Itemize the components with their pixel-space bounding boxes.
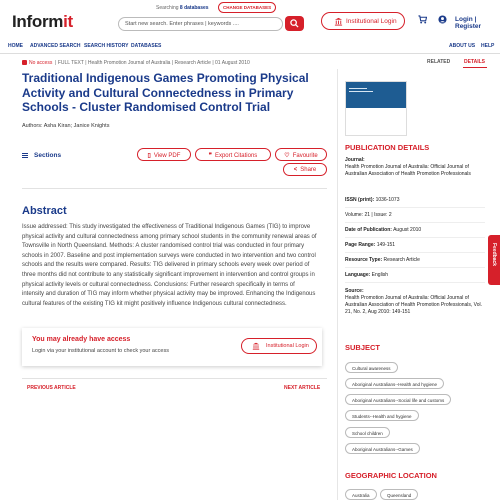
tab-details[interactable]: DETAILS	[464, 59, 486, 65]
divider	[22, 188, 327, 189]
list-icon	[22, 152, 28, 159]
divider	[345, 222, 485, 223]
issn-field: ISSN (print): 1036-1073	[345, 197, 400, 203]
location-tag[interactable]: Queensland	[380, 489, 418, 500]
nav-home[interactable]: HOME	[8, 43, 23, 49]
access-subtitle: Login via your institutional account to check your access	[32, 348, 169, 354]
institution-icon	[334, 17, 343, 26]
nav-about-us[interactable]: ABOUT US	[449, 43, 476, 49]
divider	[22, 378, 327, 379]
article-title: Traditional Indigenous Games Promoting Physical Activity and Cultural Connectedness in Primary Schools - Cluster Randomised Control Trial	[22, 71, 309, 114]
view-pdf-button[interactable]: ▯ View PDF	[137, 148, 191, 161]
abstract-heading: Abstract	[22, 205, 67, 217]
heart-icon: ♡	[284, 153, 290, 159]
language-field: Language: English	[345, 272, 389, 278]
nav-databases[interactable]: DATABASES	[131, 43, 162, 49]
access-title: You may already have access	[32, 336, 131, 343]
subject-heading: SUBJECT	[345, 343, 381, 352]
next-article-link[interactable]: NEXT ARTICLE	[284, 385, 321, 391]
change-databases-button[interactable]: CHANGE DATABASES	[218, 2, 276, 13]
abstract-text: Issue addressed: This study investigated the effectiveness of Traditional Indigenous Games (TIG) to improve physical activity and cultural connectedness among primary school students in the community renewal areas of Townsville in North Queensland. Methods: A cluster randomised control trial was conducted in four primary schools in 2007. Baseline and post implementation surveys were conducted in two intervention and two control schools and the results were compared. Results: TIG delivered in primary schools every week over period of three months did not contribute to any statistically significant improvement in intervention and control groups in physical activity levels or cultural connectedness. Conclusions: Further research specifically in terms of intensity and duration of TIG may inform whether physical activity may be improved. Enhancing the Indigenous cultural features of the existing TIG kit might positively influence Indigenous cultural connectedness.	[22, 224, 317, 307]
breadcrumb	[22, 60, 250, 66]
breadcrumb-path: | FULL TEXT | Health Promotion Journal of Australia | Research Article | 01 August 2010	[55, 60, 250, 66]
divider	[345, 237, 485, 238]
search-button[interactable]	[285, 16, 304, 31]
divider	[345, 267, 485, 268]
resource-type-field: Resource Type: Research Article	[345, 257, 420, 263]
share-button[interactable]: < Share	[283, 163, 327, 176]
feedback-tab[interactable]	[488, 235, 500, 285]
favourite-button[interactable]: ♡ Favourite	[275, 148, 327, 161]
previous-article-link[interactable]: PREVIOUS ARTICLE	[27, 385, 76, 391]
divider	[345, 207, 485, 208]
informit-logo[interactable]: Informit	[12, 12, 73, 31]
subject-tag[interactable]: Aboriginal Australians--Social life and customs	[345, 394, 451, 405]
journal-cover-image	[345, 81, 407, 136]
volume-field: Volume: 21 | Issue: 2	[345, 212, 392, 218]
institutional-login-button[interactable]	[321, 12, 405, 30]
pdf-icon: ▯	[147, 153, 151, 159]
search-icon	[290, 19, 299, 28]
searching-status: Searching 8 databases	[156, 5, 209, 11]
access-status: No access	[29, 60, 53, 66]
share-icon: <	[293, 167, 298, 173]
nav-search-history[interactable]: SEARCH HISTORY	[84, 43, 129, 49]
login-register-link[interactable]: Login | Register	[455, 16, 482, 30]
subject-tag[interactable]: School children	[345, 427, 390, 438]
journal-field: Journal: Health Promotion Journal of Australia: Official Journal of Australian Association of Health Promotion Professionals	[345, 157, 471, 177]
geographic-location-heading: GEOGRAPHIC LOCATION	[345, 471, 437, 480]
sections-label: Sections	[34, 152, 62, 160]
user-icon[interactable]	[438, 15, 447, 24]
databases-count[interactable]: 8 databases	[179, 5, 209, 11]
search-input[interactable]: Start new search. Enter phrases | keywords ....	[118, 17, 283, 31]
subject-tag[interactable]: Aboriginal Australians--Health and hygiene	[345, 378, 444, 389]
main-nav	[0, 40, 500, 54]
lock-icon	[22, 60, 27, 65]
access-institutional-login-button[interactable]: Institutional Login	[241, 338, 317, 354]
divider	[345, 282, 485, 283]
feedback-label: Feedback	[491, 243, 497, 267]
tab-related[interactable]: RELATED	[427, 59, 451, 65]
access-box	[22, 328, 322, 366]
subject-tag[interactable]: Aboriginal Australians--Games	[345, 443, 420, 454]
source-field: Source: Health Promotion Journal of Australia: Official Journal of Australian Association of Health Promotion Professionals, Vol. 21, No. 2, Aug 2010: 149-151	[345, 288, 483, 315]
divider	[345, 252, 485, 253]
nav-advanced-search[interactable]: ADVANCED SEARCH	[30, 43, 81, 49]
publication-details-heading: PUBLICATION DETAILS	[345, 143, 430, 152]
date-field: Date of Publication: August 2010	[345, 227, 422, 233]
institutional-login-label: Institutional Login	[346, 18, 397, 25]
cart-icon[interactable]	[418, 15, 427, 24]
nav-help[interactable]: HELP	[481, 43, 495, 49]
sections-toggle[interactable]	[22, 152, 61, 159]
subject-tag[interactable]: Students--Health and hygiene	[345, 410, 419, 421]
export-citations-button[interactable]: ❞ Export Citations	[195, 148, 271, 161]
header	[0, 0, 500, 40]
subject-tag[interactable]: Cultural awareness	[345, 362, 398, 373]
active-tab-indicator	[463, 67, 487, 68]
article-authors: Authors: Asha Kiran; Janice Knights	[22, 123, 110, 129]
institution-icon	[252, 342, 260, 350]
page-range-field: Page Range: 149-151	[345, 242, 396, 248]
quote-icon: ❞	[208, 153, 212, 159]
location-tag[interactable]: Australia	[345, 489, 377, 500]
sidebar-border	[337, 69, 338, 500]
